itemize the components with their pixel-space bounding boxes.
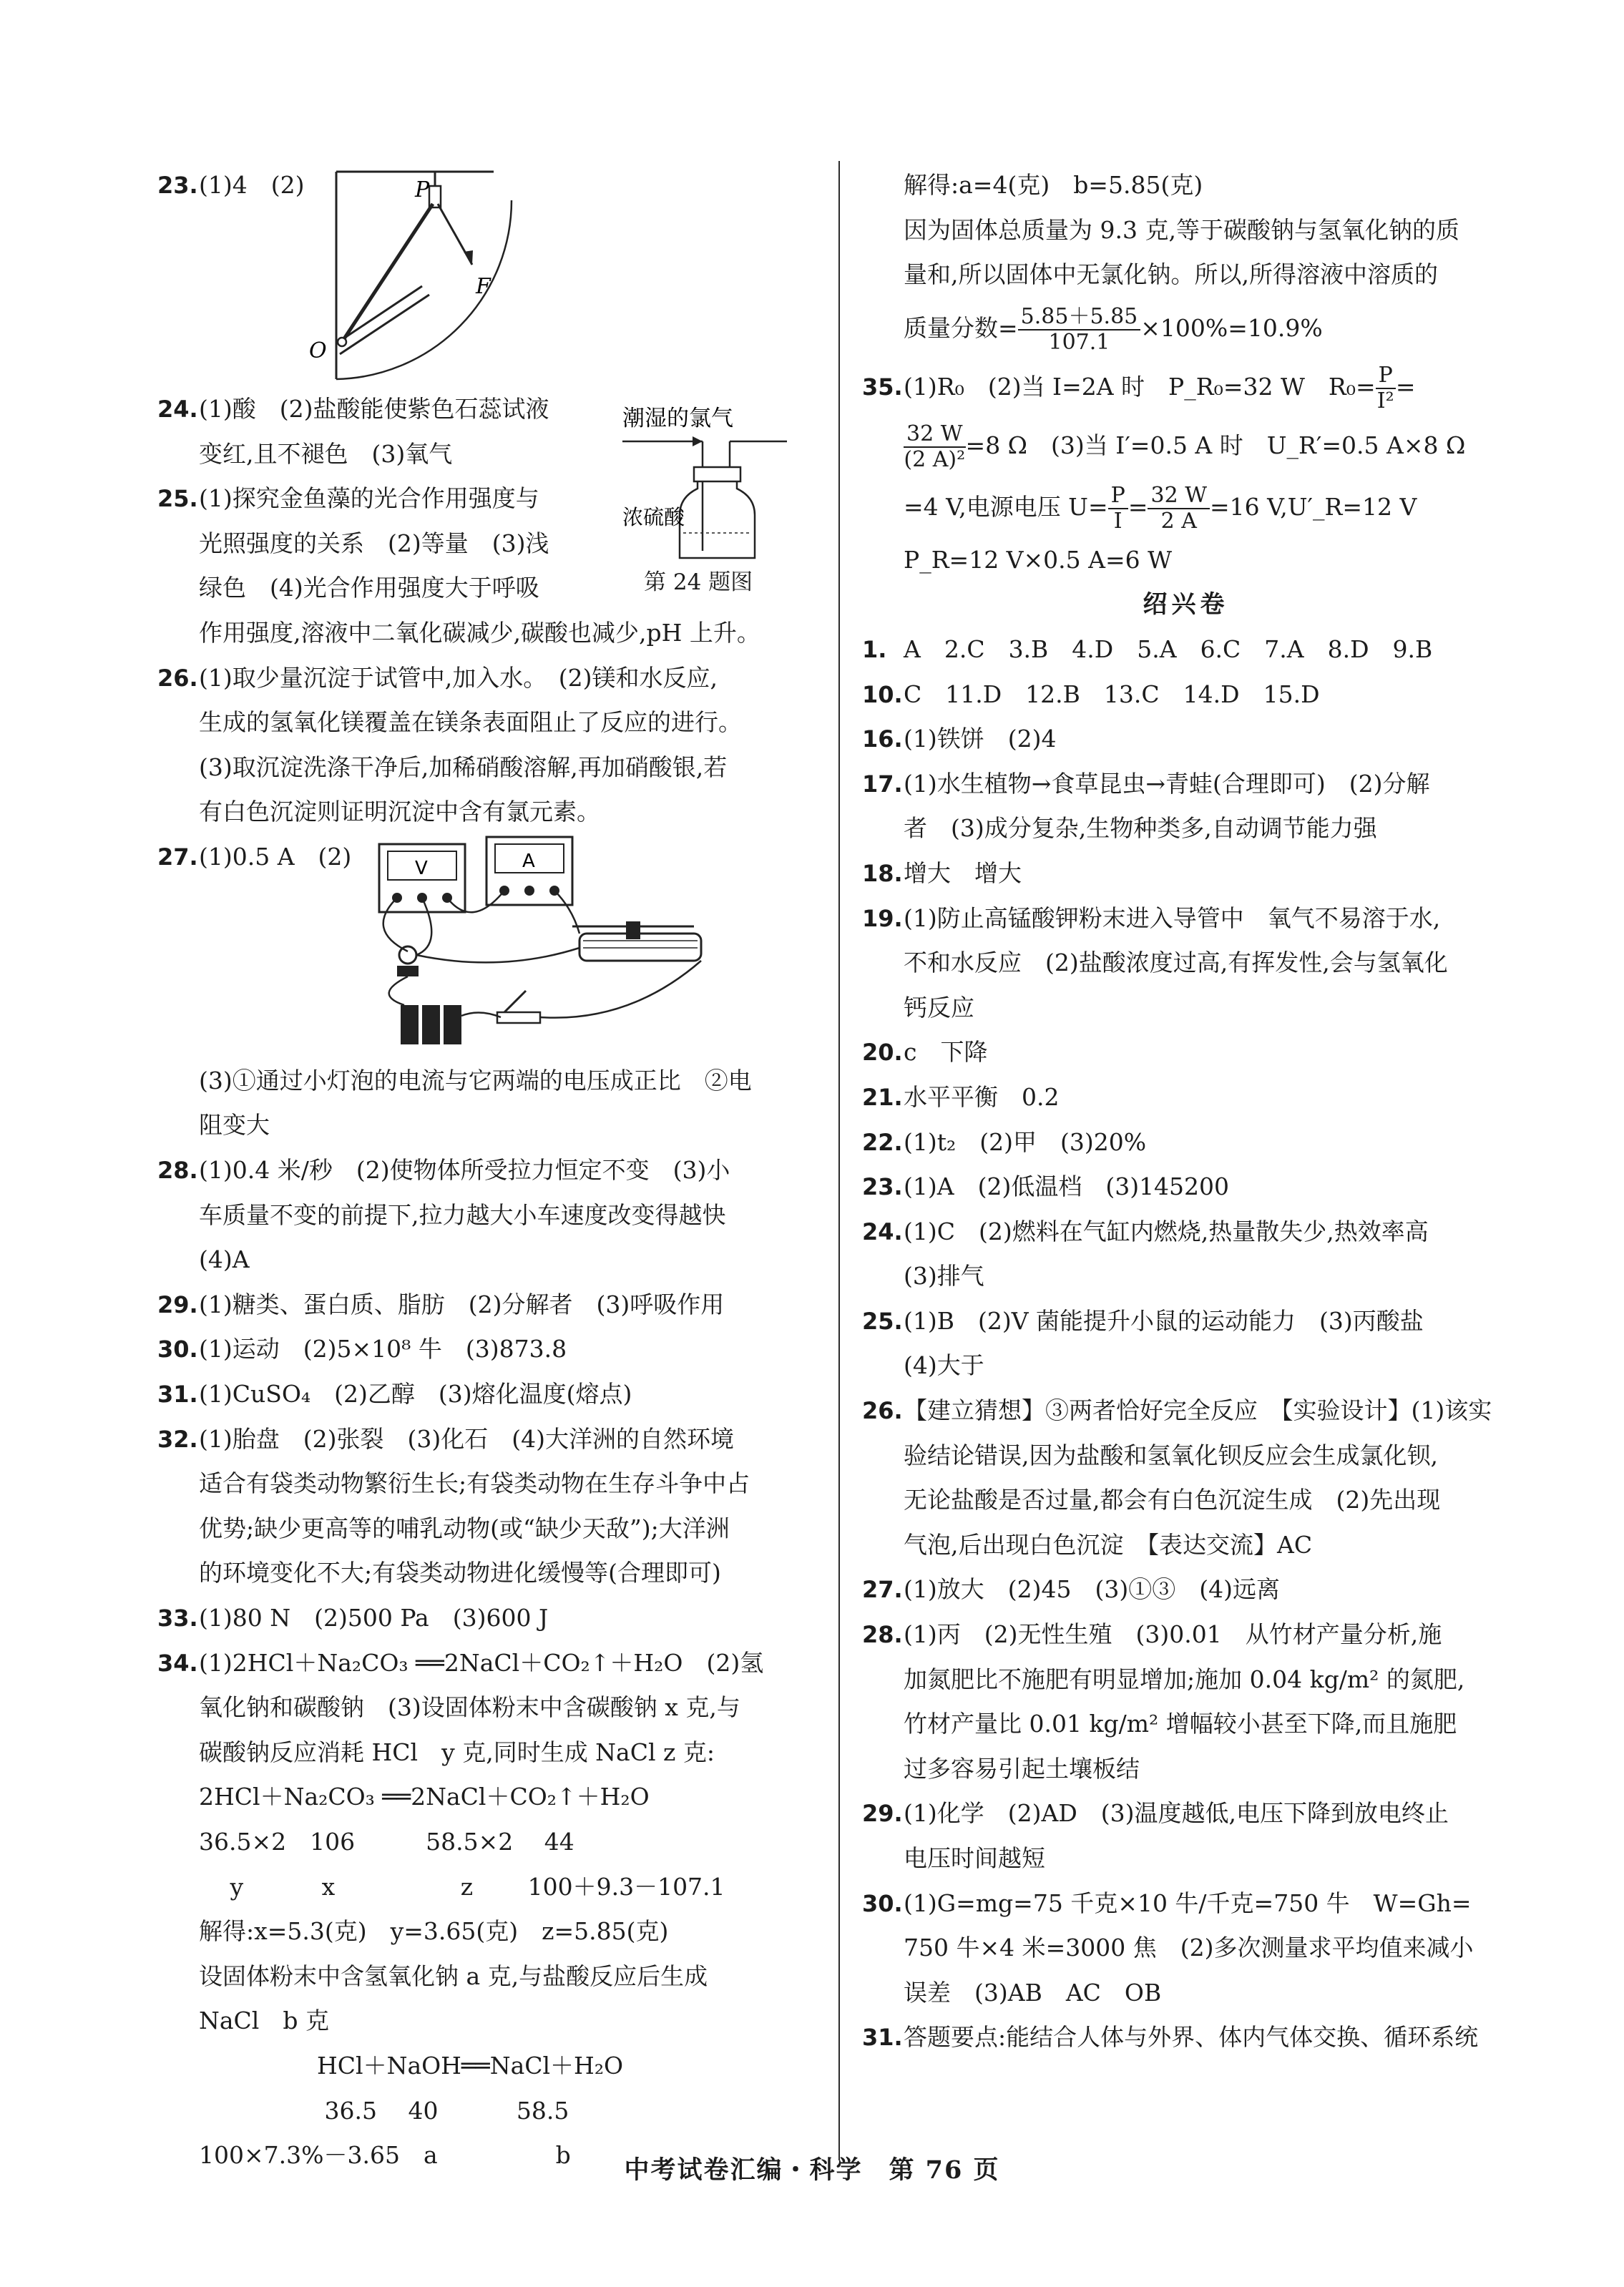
answer-text: (3)①通过小灯泡的电流与它两端的电压成正比 ②电: [199, 1066, 752, 1094]
answer-line: [157, 1775, 816, 1820]
answer-text: (1)t₂ (2)甲 (3)20%: [904, 1127, 1147, 1156]
answer-text: (1)2HCl＋Na₂CO₃ ══2NaCl＋CO₂↑＋H₂O (2)氢: [199, 1648, 764, 1677]
answer-line: [862, 1836, 1510, 1881]
frac-suffix: ×100%=10.9%: [1140, 313, 1323, 342]
label-o: O: [309, 338, 327, 363]
q35-eq2: =: [1127, 492, 1148, 521]
solve-line-ab: 解得:a=4(克) b=5.85(克): [904, 171, 1203, 199]
answer-text: 2HCl＋Na₂CO₃ ══2NaCl＋CO₂↑＋H₂O: [199, 1783, 650, 1811]
question-number: 21.: [862, 1083, 903, 1111]
answer-line: [862, 1075, 1510, 1120]
question-number: 26.: [157, 664, 198, 692]
gas-bottle-diagram: [622, 397, 808, 569]
answer-text: (1)CuSO₄ (2)乙醇 (3)熔化温度(熔点): [199, 1380, 632, 1409]
voltmeter-label: V: [415, 858, 428, 879]
answer-line: [157, 1417, 816, 1462]
answer-text: [157, 888, 181, 916]
answer-line: [862, 672, 1510, 718]
answer-text: HCl＋NaOH══NaCl＋H₂O: [199, 2051, 624, 2080]
answer-line: [862, 941, 1510, 986]
question-number: 31.: [157, 1381, 198, 1409]
answer-text: 不和水反应 (2)盐酸浓度过高,有挥发性,会与氢氧化: [904, 949, 1448, 977]
answer-text: [157, 260, 181, 288]
answer-text: (1)4 (2): [199, 171, 305, 199]
question-number: 27.: [157, 843, 198, 871]
answer-text: (4)大于: [904, 1351, 984, 1380]
answer-line: [157, 745, 816, 790]
question-number: 16.: [862, 725, 903, 753]
answer-line: [157, 1999, 816, 2044]
answer-line: [157, 1148, 816, 1193]
answer-text: (1)G=mg=75 千克×10 牛/千克=750 牛 W=Gh=: [904, 1889, 1472, 1917]
answer-text: (1)防止高锰酸钾粉末进入导管中 氧气不易溶于水,: [904, 903, 1441, 932]
q35-text-a: (1)R₀ (2)当 I=2A 时 P_R₀=32 W R₀=: [904, 372, 1376, 401]
answer-text: (1)B (2)V 菌能提升小鼠的运动能力 (3)丙酸盐: [904, 1306, 1424, 1335]
answer-line: [862, 717, 1510, 762]
answer-text: 竹材产量比 0.01 kg/m² 增幅较小甚至下降,而且施肥: [904, 1710, 1457, 1738]
battery-3: [444, 1005, 461, 1044]
lever-diagram: [309, 172, 658, 386]
bottle-outline: [680, 481, 755, 558]
answer-text: 者 (3)成分复杂,生物种类多,自动调节能力强: [904, 814, 1377, 843]
section-title-shaoxing: 绍兴卷: [1143, 590, 1229, 620]
answer-line: [862, 1434, 1510, 1479]
question-number: 34.: [157, 1649, 198, 1677]
frac-den: (2 A)²: [904, 446, 966, 472]
fraction-numerator: 5.85＋5.85: [1018, 305, 1141, 330]
answer-line: [862, 851, 1510, 896]
answer-line: [157, 1909, 816, 1954]
answer-text: [157, 216, 181, 244]
question-number: 18.: [862, 859, 903, 887]
frac-den: I: [1113, 508, 1122, 534]
answer-text: 答题要点:能结合人体与外界、体内气体交换、循环系统: [904, 2023, 1479, 2052]
answer-text: y x z 100＋9.3－107.1: [199, 1872, 725, 1901]
answer-text: 750 牛×4 米=3000 焦 (2)多次测量求平均值来减小: [904, 1934, 1474, 1962]
question-number: 26.: [862, 1397, 903, 1425]
answer-line: [157, 1327, 816, 1372]
answer-text: 解得:x=5.3(克) y=3.65(克) z=5.85(克): [199, 1917, 669, 1946]
question-number: 19.: [862, 904, 903, 932]
answer-line: [862, 1299, 1510, 1344]
answer-text: (1)80 N (2)500 Pa (3)600 J: [199, 1604, 549, 1632]
answer-text: (1)丙 (2)无性生殖 (3)0.01 从竹材产量分析,施: [904, 1620, 1442, 1649]
answer-text: 36.5×2 106 58.5×2 44: [199, 1827, 574, 1856]
explanation-line-1: 因为固体总质量为 9.3 克,等于碳酸钠与氢氧化钠的质: [904, 215, 1459, 244]
answer-text: 设固体粉末中含氢氧化钠 a 克,与盐酸反应后生成: [199, 1962, 708, 1990]
answer-text: (1)C (2)燃料在气缸内燃烧,热量散失少,热效率高: [904, 1217, 1429, 1245]
answer-text: 钙反应: [904, 993, 974, 1022]
answer-text: 光照强度的关系 (2)等量 (3)浅: [199, 529, 549, 557]
answer-text: (1)酸 (2)盐酸能使紫色石蕊试液: [199, 394, 549, 423]
answer-line: [862, 1612, 1510, 1657]
question-number: 1.: [862, 635, 887, 663]
question-number: 23.: [862, 1173, 903, 1201]
fraction-p-over-i2: [1376, 363, 1396, 413]
answer-line: [157, 1193, 816, 1238]
question-number: 32.: [157, 1425, 198, 1453]
answer-line: [862, 1747, 1510, 1792]
question-number: 33.: [157, 1605, 198, 1632]
answer-text: [157, 977, 181, 1005]
page-footer: 中考试卷汇编・科学 第 76 页: [624, 2155, 1000, 2185]
answer-line: [862, 806, 1510, 851]
answer-text: 阻变大: [199, 1111, 270, 1140]
answer-text: 无论盐酸是否过量,都会有白色沉淀生成 (2)先出现: [904, 1486, 1441, 1514]
answer-line: [862, 1881, 1510, 1926]
fraction-32w-over-2a: [1148, 484, 1210, 534]
question-number-35: 35.: [862, 373, 903, 401]
answer-text: 生成的氢氧化镁覆盖在镁条表面阻止了反应的进行。: [199, 708, 742, 737]
answer-line: [862, 1567, 1510, 1612]
answer-text: (1)探究金鱼藻的光合作用强度与: [199, 484, 539, 513]
answer-line: [157, 1283, 816, 1328]
frac-den: I²: [1376, 388, 1394, 413]
answer-line: [862, 1343, 1510, 1389]
answer-text: [157, 350, 181, 378]
answer-text: 100×7.3%－3.65 a b: [199, 2141, 571, 2170]
answer-line: [157, 1551, 816, 1596]
question-number: 23.: [157, 172, 198, 199]
answer-text: (1)化学 (2)AD (3)温度越低,电压下降到放电终止: [904, 1799, 1449, 1828]
answer-text: A 2.C 3.B 4.D 5.A 6.C 7.A 8.D 9.B: [904, 635, 1433, 663]
answer-line: [862, 627, 1510, 672]
answer-text: NaCl b 克: [199, 2007, 329, 2035]
answer-line: [157, 1238, 816, 1283]
q35-text-c1: =4 V,电源电压 U=: [904, 492, 1108, 521]
pivot-o: [338, 338, 346, 346]
answer-text: 作用强度,溶液中二氧化碳减少,碳酸也减少,pH 上升。: [199, 618, 760, 647]
answer-text: 氧化钠和碳酸钠 (3)设固体粉末中含碳酸钠 x 克,与: [199, 1693, 740, 1722]
question-number: 25.: [157, 485, 198, 513]
frac-num: 32 W: [904, 422, 966, 448]
answer-text: (1)A (2)低温档 (3)145200: [904, 1172, 1230, 1201]
fraction-p-over-i: [1108, 484, 1128, 534]
stopper: [694, 467, 740, 481]
answer-text: 【建立猜想】③两者恰好完全反应 【实验设计】(1)该实: [904, 1396, 1492, 1425]
answer-text: 误差 (3)AB AC OB: [904, 1978, 1162, 2007]
question-number: 22.: [862, 1128, 903, 1156]
battery-2: [422, 1005, 440, 1044]
answer-line: [862, 1478, 1510, 1523]
answer-line: [862, 986, 1510, 1031]
battery-1: [401, 1005, 419, 1044]
label-wet-chlorine: 潮湿的氯气: [622, 406, 733, 431]
answer-text: 有白色沉淀则证明沉淀中含有氯元素。: [199, 798, 600, 826]
fraction-denominator: 107.1: [1048, 329, 1110, 355]
label-p: P: [415, 177, 430, 202]
answer-text: 碳酸钠反应消耗 HCl y 克,同时生成 NaCl z 克:: [199, 1738, 715, 1766]
question-number: 27.: [862, 1576, 903, 1604]
answer-text: (1)0.5 A (2): [199, 842, 352, 871]
answer-text: (4)A: [199, 1245, 250, 1274]
answer-line: [157, 1730, 816, 1776]
answer-line: [157, 1865, 816, 1910]
answer-line: [157, 790, 816, 835]
answer-line: [157, 2089, 816, 2134]
answer-line: [862, 1165, 1510, 1210]
answer-text: (3)排气: [904, 1262, 984, 1291]
answer-text: [157, 305, 181, 333]
label-conc-acid: 浓硫酸: [622, 505, 685, 529]
answer-text: 的环境变化不大;有袋类动物进化缓慢等(合理即可): [199, 1559, 721, 1587]
answer-text: C 11.D 12.B 13.C 14.D 15.D: [904, 680, 1320, 708]
answer-line: [862, 1523, 1510, 1568]
q35-line-2: [862, 415, 1510, 476]
frac-prefix: 质量分数=: [904, 313, 1018, 342]
answer-line: [862, 1791, 1510, 1836]
q35-eq: =: [1395, 372, 1416, 401]
answer-line: [862, 1254, 1510, 1299]
answer-text: 36.5 40 58.5: [199, 2096, 569, 2125]
question-number: 29.: [157, 1291, 198, 1318]
answer-text: 适合有袋类动物繁衍生长;有袋类动物在生存斗争中占: [199, 1469, 750, 1498]
answer-line: [862, 896, 1510, 941]
answer-line: [157, 1954, 816, 1999]
question-number: 24.: [157, 395, 198, 423]
q35-line-4: P_R=12 V×0.5 A=6 W: [904, 545, 1173, 574]
q35-line-1: [862, 359, 1510, 415]
question-number: 31.: [862, 2024, 903, 2052]
answer-text: 绿色 (4)光合作用强度大于呼吸: [199, 574, 539, 602]
question-number: 28.: [862, 1621, 903, 1649]
label-f: F: [476, 274, 491, 299]
answer-line: [157, 611, 816, 656]
answer-text: 电压时间越短: [904, 1844, 1045, 1872]
answer-text: [157, 932, 181, 960]
fraction-32w-over-2a2: [904, 422, 966, 472]
q35-line-3: [862, 476, 1510, 538]
answer-text: (1)放大 (2)45 (3)①③ (4)远离: [904, 1575, 1280, 1604]
answer-line: [862, 1702, 1510, 1747]
answer-line: [157, 1596, 816, 1641]
answer-line: [157, 1372, 816, 1417]
question-number: 10.: [862, 680, 903, 708]
answer-line: [157, 1059, 816, 1104]
answer-line: [862, 1210, 1510, 1255]
switch: [497, 1012, 540, 1023]
answer-text: 过多容易引起土壤板结: [904, 1754, 1140, 1783]
answer-line: [157, 1820, 816, 1865]
frac-num: 32 W: [1148, 484, 1210, 509]
circuit-diagram: [358, 830, 715, 1052]
mass-fraction-line: [862, 298, 1510, 359]
answer-text: (1)0.4 米/秒 (2)使物体所受拉力恒定不变 (3)小: [199, 1156, 730, 1185]
answer-line: [157, 1685, 816, 1730]
question-number: 25.: [862, 1307, 903, 1335]
answer-text: 增大 增大: [904, 858, 1022, 887]
answer-text: (1)取少量沉淀于试管中,加入水。 (2)镁和水反应,: [199, 663, 718, 692]
answer-line: [862, 1030, 1510, 1075]
answer-text: 气泡,后出现白色沉淀 【表达交流】AC: [904, 1530, 1313, 1559]
question-number: 30.: [862, 1889, 903, 1917]
frac-den: 2 A: [1160, 508, 1197, 534]
answer-line: [862, 2015, 1510, 2060]
question-number: 24.: [862, 1218, 903, 1245]
answer-line: [157, 1103, 816, 1148]
answer-text: (1)运动 (2)5×10⁸ 牛 (3)873.8: [199, 1335, 567, 1363]
answer-text: (1)胎盘 (2)张裂 (3)化石 (4)大洋洲的自然环境: [199, 1424, 734, 1453]
answer-text: (1)水生植物→食草昆虫→青蛙(合理即可) (2)分解: [904, 769, 1430, 798]
q35-text-b: =8 Ω (3)当 I′=0.5 A 时 U_R′=0.5 A×8 Ω: [965, 431, 1466, 459]
answer-line: [157, 656, 816, 701]
question-number: 17.: [862, 770, 903, 798]
answer-line: [862, 1389, 1510, 1434]
answer-text: 优势;缺少更高等的哺乳动物(或“缺少天敌”);大洋洲: [199, 1514, 730, 1542]
answer-text: c 下降: [904, 1038, 988, 1067]
answer-text: (1)铁饼 (2)4: [904, 725, 1057, 753]
answer-line: [862, 1971, 1510, 2016]
question-number: 30.: [157, 1336, 198, 1363]
answer-line: [862, 1657, 1510, 1703]
answer-line: [862, 1120, 1510, 1165]
answer-text: (3)取沉淀洗涤干净后,加稀硝酸溶解,再加硝酸银,若: [199, 753, 728, 781]
question-number: 20.: [862, 1039, 903, 1067]
ammeter-label: A: [522, 851, 535, 872]
q35-text-c3: =16 V,U′_R=12 V: [1210, 492, 1417, 521]
answer-line: [157, 1507, 816, 1552]
column-divider: [838, 161, 840, 2160]
lever-rod: [343, 204, 433, 340]
question-number: 29.: [862, 1800, 903, 1828]
figure-caption-24: 第 24 题图: [644, 569, 753, 595]
answer-line: [157, 2044, 816, 2089]
answer-text: 验结论错误,因为盐酸和氢氧化钡反应会生成氯化钡,: [904, 1441, 1438, 1469]
answer-text: 车质量不变的前提下,拉力越大小车速度改变得越快: [199, 1200, 726, 1229]
answer-text: 加氮肥比不施肥有明显增加;施加 0.04 kg/m² 的氮肥,: [904, 1665, 1465, 1693]
answer-text: (1)糖类、蛋白质、脂肪 (2)分解者 (3)呼吸作用: [199, 1290, 725, 1318]
explanation-line-2: 量和,所以固体中无氯化钠。所以,所得溶液中溶质的: [904, 260, 1438, 289]
right-answer-lines: [862, 627, 1510, 2060]
answer-line: [862, 762, 1510, 807]
answer-line: [862, 1926, 1510, 1971]
answer-text: 水平平衡 0.2: [904, 1082, 1060, 1111]
right-column: [862, 163, 1510, 2060]
frac-num: P: [1108, 484, 1128, 509]
question-number: 28.: [157, 1157, 198, 1185]
answer-line: [157, 1461, 816, 1507]
answer-text: 变红,且不褪色 (3)氧气: [199, 439, 453, 468]
answer-line: [157, 700, 816, 745]
answer-text: [157, 1022, 181, 1049]
frac-num: P: [1376, 363, 1396, 389]
answer-line: [157, 1641, 816, 1686]
mass-fraction: [1018, 305, 1141, 355]
